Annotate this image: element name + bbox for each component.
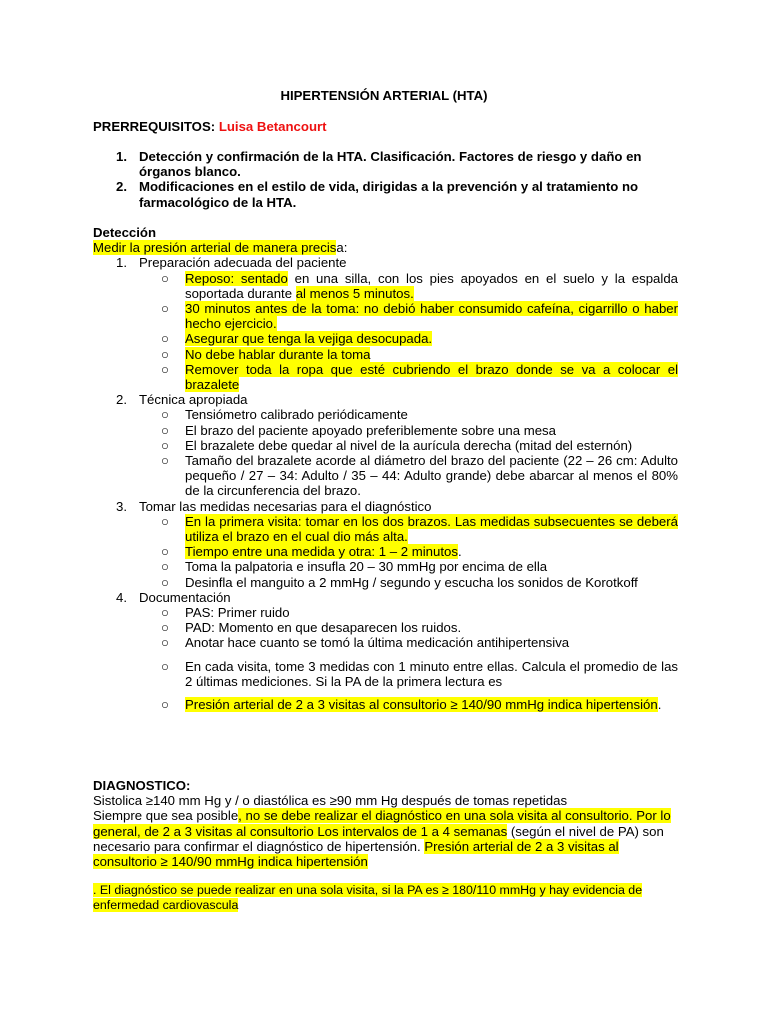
- bullet-icon: ○: [161, 620, 169, 636]
- bullet-text: Anotar hace cuanto se tomó la última medicación antihipertensiva: [185, 635, 570, 651]
- step-label: Técnica apropiada: [139, 392, 248, 408]
- step-bullet-item: [93, 635, 678, 650]
- bullet-icon: ○: [161, 422, 169, 438]
- step-bullet-item: [93, 453, 678, 499]
- diag-text: (según el nivel de PA) son necesario para confirmar el diagnóstico de hipertensión.: [93, 823, 664, 854]
- step-number: 1.: [116, 255, 127, 271]
- step-bullet-item: [93, 559, 678, 574]
- bullet-icon: ○: [161, 658, 169, 674]
- bullet-icon: ○: [161, 453, 169, 469]
- step-bullet-item: [93, 407, 678, 422]
- step-label: Preparación adecuada del paciente: [139, 255, 347, 271]
- bullet-icon: ○: [161, 697, 169, 713]
- prerequisites-line: [93, 119, 327, 134]
- step-bullet-item: [93, 575, 678, 590]
- bullet-text: .: [457, 544, 462, 560]
- diagnostico-section: [93, 778, 678, 912]
- step-number: 2.: [116, 392, 127, 408]
- bullet-text: en una silla, con los pies apoyados en el suelo y la espalda soportada durante: [185, 270, 678, 301]
- bullet-icon: ○: [161, 574, 169, 590]
- step-bullet-item: [93, 347, 678, 362]
- bullet-icon: ○: [161, 437, 169, 453]
- objective-item: [93, 179, 678, 209]
- objective-text: Detección y confirmación de la HTA. Clasificación. Factores de riesgo y daño en órganos blanco.: [139, 149, 642, 180]
- deteccion-heading: Detección: [93, 225, 157, 240]
- bullet-icon: ○: [161, 301, 169, 317]
- objectives-list: [93, 149, 678, 210]
- prerequisites-label: PRERREQUISITOS:: [93, 119, 216, 134]
- intro-rest: a:: [336, 240, 348, 256]
- step-number: 4.: [116, 589, 127, 605]
- step-bullet-item: [93, 301, 678, 331]
- bullet-text: Tensiómetro calibrado periódicamente: [185, 407, 408, 423]
- diag-text: Siempre que sea posible: [93, 808, 239, 824]
- bullet-icon: ○: [161, 331, 169, 347]
- step-bullet-item: [93, 438, 678, 453]
- diag-highlight: Presión arterial de 2 a 3 visitas al consultorio ≥ 140/90 mmHg indica hipertensión: [93, 838, 619, 870]
- step-item: [93, 590, 678, 605]
- objective-number: 1.: [116, 149, 127, 164]
- bullet-highlight: No debe hablar durante la toma: [185, 346, 371, 362]
- deteccion-intro: [93, 240, 678, 255]
- objective-text: Modificaciones en el estilo de vida, dirigidas a la prevención y al tratamiento no farmacológico de la HTA.: [139, 179, 639, 210]
- diagnostico-heading: DIAGNOSTICO:: [93, 778, 191, 793]
- step-bullet-item: [93, 514, 678, 544]
- step-bullet-item: [93, 544, 678, 559]
- step-item: [93, 499, 678, 514]
- prerequisites-name: Luisa Betancourt: [218, 119, 327, 134]
- bullet-text: Tamaño del brazalete acorde al diámetro del brazo del paciente (22 – 26 cm: Adulto pequeño / 27 – 34: Adulto / 35 – 44: Adulto grande) debe abarcar al menos el 80% de la circunferencia del brazo.: [185, 453, 678, 499]
- bullet-highlight: Reposo: sentado: [185, 270, 288, 286]
- diag-highlight: , no se debe realizar el diagnóstico en una sola visita al consultorio. Por lo general, de 2 a 3 visitas al consultorio Los intervalos de 1 a 4 semanas: [93, 808, 671, 839]
- step-item: [93, 255, 678, 270]
- bullet-icon: ○: [161, 544, 169, 560]
- bullet-highlight: 30 minutos antes de la toma: no debió haber consumido cafeína, cigarrillo o haber hecho ejercicio.: [185, 301, 678, 332]
- diagnostico-paragraph: [93, 808, 678, 869]
- bullet-icon: ○: [161, 407, 169, 423]
- bullet-text: .: [657, 697, 662, 713]
- bullet-text: El brazo del paciente apoyado preferiblemente sobre una mesa: [185, 422, 556, 438]
- step-number: 3.: [116, 498, 127, 514]
- steps-list: [93, 255, 678, 712]
- bullet-icon: ○: [161, 605, 169, 621]
- step-bullet-item: [93, 697, 678, 712]
- bullet-highlight: En la primera visita: tomar en los dos brazos. Las medidas subsecuentes se deberá utiliza el brazo en el cual dio más alta.: [185, 513, 678, 545]
- step-bullet-item: [93, 423, 678, 438]
- step-label: Tomar las medidas necesarias para el diagnóstico: [139, 498, 432, 514]
- document-title: HIPERTENSIÓN ARTERIAL (HTA): [280, 88, 488, 103]
- objective-item: [93, 149, 678, 179]
- step-item: [93, 392, 678, 407]
- step-bullet-item: [93, 331, 678, 346]
- bullet-icon: ○: [161, 559, 169, 575]
- diagnostico-line1: Sistolica ≥140 mm Hg y / o diastólica es ≥90 mm Hg después de tomas repetidas: [93, 793, 568, 809]
- bullet-icon: ○: [161, 513, 169, 529]
- step-bullet-item: [93, 271, 678, 301]
- step-bullet-item: [93, 605, 678, 620]
- step-bullet-item: [93, 659, 678, 689]
- step-bullet-item: [93, 362, 678, 392]
- deteccion-section: [93, 225, 678, 712]
- bullet-icon: ○: [161, 346, 169, 362]
- bullet-text: PAS: Primer ruido: [185, 605, 290, 621]
- bullet-highlight: Asegurar que tenga la vejiga desocupada.: [185, 331, 433, 347]
- diagnostico-note: [93, 883, 678, 912]
- intro-highlight: Medir la presión arterial de manera precis: [93, 240, 337, 256]
- step-bullet-item: [93, 620, 678, 635]
- objective-number: 2.: [116, 179, 127, 195]
- diag-note-highlight: . El diagnóstico se puede realizar en una sola visita, si la PA es ≥ 180/110 mmHg y hay evidencia de enfermedad cardiovascula: [93, 883, 643, 912]
- step-label: Documentación: [139, 589, 231, 605]
- bullet-text: Toma la palpatoria e insufla 20 – 30 mmHg por encima de ella: [185, 559, 548, 575]
- bullet-highlight: Tiempo entre una medida y otra: 1 – 2 minutos: [185, 544, 458, 560]
- bullet-highlight: Presión arterial de 2 a 3 visitas al consultorio ≥ 140/90 mmHg indica hipertensión: [185, 697, 658, 713]
- bullet-text: Desinfla el manguito a 2 mmHg / segundo y escucha los sonidos de Korotkoff: [185, 574, 638, 590]
- bullet-icon: ○: [161, 270, 169, 286]
- bullet-text: En cada visita, tome 3 medidas con 1 minuto entre ellas. Calcula el promedio de las 2 últimas mediciones. Si la PA de la primera lectura es: [185, 658, 678, 689]
- bullet-icon: ○: [161, 361, 169, 377]
- bullet-highlight: al menos 5 minutos.: [295, 285, 414, 301]
- bullet-text: PAD: Momento en que desaparecen los ruidos.: [185, 620, 462, 636]
- bullet-icon: ○: [161, 635, 169, 651]
- bullet-highlight: Remover toda la ropa que esté cubriendo el brazo donde se va a colocar el brazalete: [185, 361, 678, 393]
- bullet-text: El brazalete debe quedar al nivel de la aurícula derecha (mitad del esternón): [185, 437, 633, 453]
